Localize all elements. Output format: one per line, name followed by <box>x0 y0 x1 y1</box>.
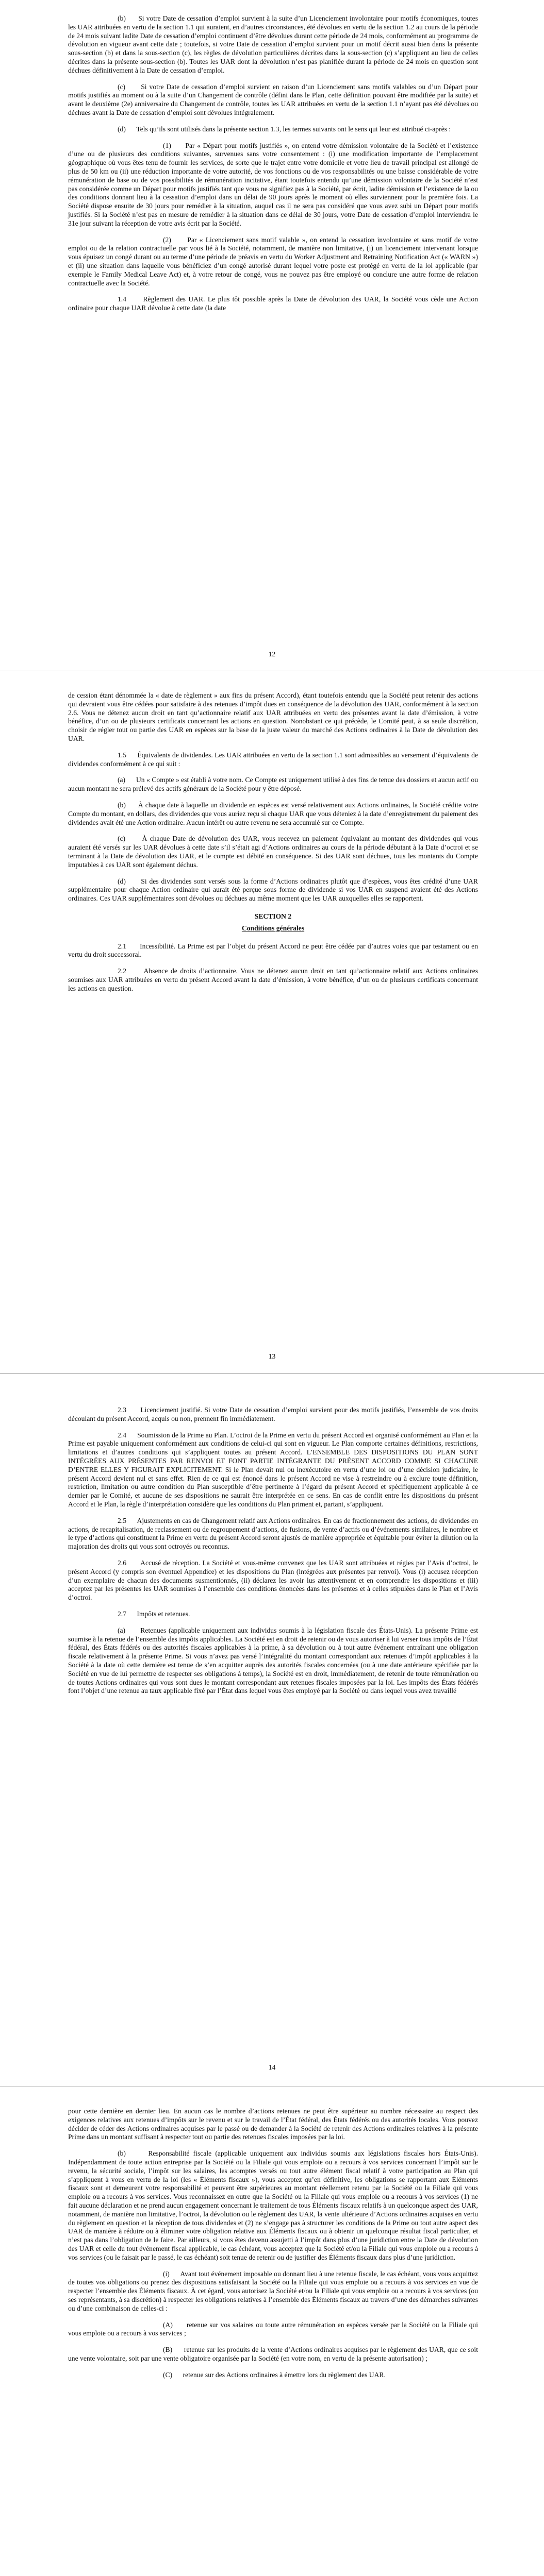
paragraph-2-7-b-i: (i) Avant tout événement imposable ou donnant lieu à une retenue fiscale, le cas échéant, vous vous acquittez de toutes vos obligations ou prenez des dispositions satisfaisant la Société ou la Filiale qui vous emploie ou a recours à vos services en vue de respecter l’ensemble des Éléments fiscaux. À cet égard, vous autorisez la Société et/ou la Filiale qui vous emploie ou a recours à vos services (ou ses représentants, à sa discrétion) à respecter les obligations relatives à l’ensemble des Éléments fiscaux au travers d’une des démarches suivantes ou d’une combinaison de celles-ci : <box>68 2269 478 2312</box>
section-heading: SECTION 2 <box>254 912 292 920</box>
paragraph-1-3-c: (c) Si votre Date de cessation d’emploi survient en raison d’un Licenciement sans motifs valables ou d’un Départ pour motifs justifiés au moment ou à la suite d’un Changement de contrôle (défini dans le Plan, cette définition pouvant être modifiée par la suite) et avant le deuxième (2e) anniversaire du Changement de contrôle, toutes les UAR attribuées en vertu de la section 1.1 n’ayant pas été dévolues ou déchues avant la Date de cessation d’emploi sont dévolues intégralement. <box>68 82 478 116</box>
paragraph-2-3: 2.3 Licenciement justifié. Si votre Date de cessation d’emploi survient pour des motifs justifiés, l’ensemble de vos droits découlant du présent Accord, acquis ou non, prennent fin immédiatement. <box>68 1406 478 1422</box>
paragraph-1-4: 1.4 Règlement des UAR. Le plus tôt possible après la Date de dévolution des UAR, la Société vous cède une Action ordinaire pour chaque UAR dévolue à cette date (la date <box>68 295 478 312</box>
paragraph-1-5-c: (c) À chaque Date de dévolution des UAR, vous recevez un paiement équivalant au montant des dividendes qui vous auraient été versés sur les UAR dévolues à cette date s’il s’était agi d’Actions ordinaires au cours de la période débutant à la Date d’octroi et se terminant à la Date de dévolution des UAR, et le compte est débité en conséquence. Si des UAR sont déchues, tous les montants du Compte imputables à ces UAR sont également déchus. <box>68 835 478 869</box>
paragraph-2-7-b: (b) Responsabilité fiscale (applicable uniquement aux individus soumis aux législations fiscales hors États-Unis). Indépendamment de toute action entreprise par la Société ou la Filiale qui vous emploie ou a recours à vos services concernant l’impôt sur le revenu, la sécurité sociale, l’impôt sur les salaires, les acomptes versés ou tout autre élément fiscal relatif à votre participation au Plan qui s’appliquent à vous en vertu de la loi (les « Éléments fiscaux »), vous acceptez qu’en définitive, les obligations se rapportant aux Éléments fiscaux sont et demeurent votre responsabilité et peuvent être supérieures au montant réellement retenu par la Société ou la Filiale qui vous emploie ou a recours à vos services. Vous reconnaissez en outre que la Société ou la Filiale qui vous emploie ou a recours à vos services (1) ne fait aucune déclaration et ne prend aucun engagement concernant le traitement de tous Éléments fiscaux relatifs à un quelconque aspect des UAR, notamment, de manière non limitative, l’octroi, la dévolution ou le règlement des UAR, la vente ultérieure d’Actions ordinaires acquises en vertu du règlement en question et la réception de tous dividendes et (2) ne s’engage pas à structurer les conditions de la Prime ou tout autre aspect des UAR de manière à réduire ou à éliminer votre obligation relative aux Éléments fiscaux ou à obtenir un quelconque résultat fiscal particulier, et n’est pas dans l’obligation de le faire. Par ailleurs, si vous êtes devenu assujetti à l’impôt dans plus d’une juridiction entre la Date de dévolution des UAR et celle du tout événement fiscal applicable, le cas échéant, vous acceptez que la Société et/ou la Filiale qui vous emploie ou a recours à vos services (ou le faisait par le passé, le cas échéant) soit tenue de retenir ou de justifier des Éléments fiscaux dans plus d’une juridiction. <box>68 2149 478 2261</box>
page-number: 12 <box>268 650 276 658</box>
section-subheading: Conditions générales <box>241 924 305 932</box>
page-body <box>68 14 478 320</box>
page-body <box>68 1406 478 1703</box>
paragraph-option-a: (A) retenue sur vos salaires ou toute autre rémunération en espèces versée par la Société ou la Filiale qui vous emploie ou a recours à vos services ; <box>68 2320 478 2337</box>
paragraph-1-5-a: (a) Un « Compte » est établi à votre nom. Ce Compte est uniquement utilisé à des fins de tenue des dossiers et aucun actif ou aucun montant ne sera prélevé des actifs généraux de la Société pour y être déposé. <box>68 776 478 793</box>
paragraph-2-7-a-continued: pour cette dernière en dernier lieu. En aucun cas le nombre d’actions retenues ne peut être supérieur au nombre nécessaire au respect des exigences relatives aux retenues d’impôts sur le revenu et sur le travail de l’État fédéral, des États fédérés ou des autorités locales. Vous pouvez décider de céder des Actions ordinaires acquises par le passé ou de demander à la Société de retenir des Actions ordinaires relatives à la présente Prime dans un montant suffisant à respecter tout ou partie des retenues fiscales imposées par la loi. <box>68 2107 478 2141</box>
paragraph-2-5: 2.5 Ajustements en cas de Changement relatif aux Actions ordinaires. En cas de fractionnement des actions, de dividendes en actions, de recapitalisation, de reclassement ou de regroupement d’actions, de fusions, de vente d’actifs ou d’événements similaires, le nombre et le type d’actions qui constituent la Prime en vertu du présent Accord seront ajustés de manière appropriée et équitable pour éviter la dilution ou la majoration des droits qui vous sont octroyés ou reconnus. <box>68 1516 478 1551</box>
paragraph-2-1: 2.1 Incessibilité. La Prime est par l’objet du présent Accord ne peut être cédée par d’autres voies que par testament ou en vertu du droit successoral. <box>68 942 478 959</box>
document-page-15 <box>0 2087 544 2576</box>
paragraph-option-c: (C) retenue sur des Actions ordinaires à émettre lors du règlement des UAR. <box>163 2370 386 2379</box>
document-page-12 <box>0 0 544 670</box>
paragraph-1-3-b: (b) Si votre Date de cessation d’emploi survient à la suite d’un Licenciement involontaire pour motifs économiques, toutes les UAR attribuées en vertu de la section 1.1 qui auraient, en d’autres circonstances, été dévolues en vertu de la section 1.2 au cours de la période de 24 mois suivant ladite Date de cessation d’emploi continuent d’être dévolues durant cette période de 24 mois, conformément au programme de dévolution en vigueur avant cette date ; toutefois, si votre Date de cessation d’emploi survient pour un motif décrit aussi bien dans la présente sous-section (b) et dans la sous-section (c), les règles de dévolution particulières décrites dans la sous-section (c) s’appliquent au lieu de celles décrites dans la présente sous-section (b). Toutes les UAR dont la dévolution n’est pas planifiée durant la période de 24 mois en question sont déchues définitivement à la Date de cessation d’emploi. <box>68 14 478 74</box>
page-body <box>68 691 478 1001</box>
paragraph-2-7-a: (a) Retenues (applicable uniquement aux individus soumis à la législation fiscale des États-Unis). La présente Prime est soumise à la retenue de l’ensemble des impôts applicables. La Société est en droit de retenir ou de vous autoriser à lui verser tous impôts de l’État fédéral, des États fédérés ou des autorités fiscales applicables à la prime, à sa dévolution ou à tout autre événement entraînant une obligation fiscale relativement à la présente Prime. Si vous n’avez pas versé l’intégralité du montant correspondant aux retenues d’impôt applicables à la Société à la date où cette dernière est tenue de s’en acquitter auprès des autorités fiscales concernées (ou à une date antérieure spécifiée par la Société en vue de lui permettre de respecter ses obligations à temps), la Société est en droit, immédiatement, de retenir de toute rémunération ou de toutes Actions ordinaires qui vous sont dues le montant correspondant aux retenues fiscales imposées par la loi. Les impôts des États fédérés font l’objet d’une retenue au taux applicable fixé par l’État dans lequel vous êtes employé par la Société ou dans lequel vous avez travaillé <box>68 1626 478 1695</box>
paragraph-2-2: 2.2 Absence de droits d’actionnaire. Vous ne détenez aucun droit en tant qu’actionnaire relatif aux Actions ordinaires soumises aux UAR attribuées en vertu du présent Accord avant la date d’émission, à votre bénéfice, d’un ou de plusieurs certificats concernant les actions en question. <box>68 967 478 992</box>
paragraph-1-5: 1.5 Équivalents de dividendes. Les UAR attribuées en vertu de la section 1.1 sont admissibles au versement d’équivalents de dividendes conformément à ce qui suit : <box>68 751 478 768</box>
page-body <box>68 2107 478 2387</box>
page-number: 13 <box>268 1352 276 1360</box>
paragraph-2-7: 2.7 Impôts et retenues. <box>118 1609 190 1618</box>
paragraph-definition-2: (2) Par « Licenciement sans motif valable », on entend la cessation involontaire et sans motif de votre emploi ou de la relation contractuelle par vous lié à la Société, notamment, de manière non limitative, (i) un licenciement intervenant lorsque vous épuisez un congé durant ou au terme d’une période de préavis en vertu du Worker Adjustment and Retraining Notification Act (« WARN ») et (ii) une situation dans laquelle vous bénéficiez d’un congé autorisé durant lequel votre poste est protégé en vertu de la loi applicable (par exemple le Family Medical Leave Act) et, à votre retour de congé, vous ne pouvez pas être employé ou conclure une autre forme de relation contractuelle avec la Société. <box>68 235 478 287</box>
paragraph-option-b: (B) retenue sur les produits de la vente d’Actions ordinaires acquises par le règlement des UAR, que ce soit une vente volontaire, soit par une vente obligatoire organisée par la Société (en votre nom, en vertu de la présente autorisation) ; <box>68 2346 478 2362</box>
document-page-13 <box>0 670 544 1373</box>
paragraph-2-4: 2.4 Soumission de la Prime au Plan. L’octroi de la Prime en vertu du présent Accord est organisé conformément au Plan et la Prime est payable uniquement conformément aux conditions de celui-ci qui sont en vigueur. Le Plan comporte certaines définitions, restrictions, limitations et d’autres conditions qui s’appliquent toutes au présent Accord. L’ENSEMBLE DES DISPOSITIONS DU PLAN SONT INTÉGRÉES AUX PRÉSENTES PAR RENVOI ET FONT PARTIE INTÉGRANTE DU PRÉSENT ACCORD COMME SI CHACUNE D’ENTRE ELLES Y FIGURAIT EXPLICITEMENT. Si le Plan devait nul ou inexécutoire en vertu d’une loi ou d’une décision judiciaire, le présent Accord devient nul et sans effet. Rien de ce qui est énoncé dans le présent Accord ne vise à restreindre ou à exclure toute définition, restriction, limitation ou autre condition du Plan susceptible d’être pertinente à l’égard du présent Accord et spécifiquement applicable à ce dernier par le Comité, et aucune de ses dispositions ne saurait être interprétée en ce sens. En cas de conflit entre les dispositions du présent Accord et le Plan, la règle d’interprétation considère que les conditions du Plan priment et, partant, s’appliquent. <box>68 1431 478 1508</box>
paragraph-1-3-d: (d) Tels qu’ils sont utilisés dans la présente section 1.3, les termes suivants ont le sens qui leur est attribué ci-après : <box>118 125 451 133</box>
paragraph-definition-1: (1) Par « Départ pour motifs justifiés », on entend votre démission volontaire de la Société et l’existence d’une ou de plusieurs des conditions suivantes, survenues sans votre consentement : (i) une modification importante de l’emplacement géographique où vous êtes tenu de fournir les services, de sorte que le trajet entre votre domicile et votre lieu de travail principal est allongé de plus de 50 km ou (ii) une réduction importante de votre autorité, de vos fonctions ou de vos responsabilités ou une baisse considérable de votre rémunération de base ou de vos possibilités de rémunération incitative, étant toutefois entendu qu’une démission volontaire de la Société n’est pas considérée comme un Départ pour motifs justifiés tant que vous ne signifiez pas à la Société, par écrit, ladite démission et l’existence de la ou des conditions donnant lieu à la cessation d’emploi dans un délai de 90 jours après le moment où elles surviennent pour la première fois. La Société dispose ensuite de 30 jours pour remédier à la situation, auquel cas il ne sera pas considéré que vous avez subi un Départ pour motifs justifiés. Si la Société n’est pas en mesure de remédier à la situation dans ce délai de 30 jours, votre Date de cessation d’emploi interviendra le 31e jour suivant la réception de votre avis écrit par la Société. <box>68 141 478 227</box>
document-page-14 <box>0 1373 544 2087</box>
page-number: 14 <box>268 2063 276 2071</box>
paragraph-1-4-continued: de cession étant dénommée la « date de règlement » aux fins du présent Accord), étant toutefois entendu que la Société peut retenir des actions qui devraient vous être cédées pour satisfaire à des retenues d’impôt dues en conséquence de la dévolution des UAR, conformément à la section 2.6. Vous ne détenez aucun droit en tant qu’actionnaire relatif aux UAR attribuées en vertu des présentes avant la date d’émission, à votre bénéfice, d’un ou de plusieurs certificats concernant les actions en question. Nonobstant ce qui précède, le Comité peut, à sa seule discrétion, choisir de régler tout ou partie des UAR en espèces sur la base de la juste valeur du marché des Actions ordinaires à la Date de dévolution des UAR. <box>68 691 478 742</box>
paragraph-2-6: 2.6 Accusé de réception. La Société et vous-même convenez que les UAR sont attribuées et régies par l’Avis d’octroi, le présent Accord (y compris son éventuel Appendice) et les dispositions du Plan (intégrées aux présentes par renvoi). Vous (i) accusez réception d’un exemplaire de chacun des documents susmentionnés, (ii) déclarez les avoir lus attentivement et en comprendre les dispositions et (iii) acceptez par les présentes les UAR soumises à l’ensemble des conditions énoncées dans les présentes et à celles stipulées dans le Plan et l’Avis d’octroi. <box>68 1558 478 1602</box>
paragraph-1-5-d: (d) Si des dividendes sont versés sous la forme d’Actions ordinaires plutôt que d’espèces, vous êtes crédité d’une UAR supplémentaire pour chaque Action ordinaire qui aurait été perçue sous forme de dividende si vos UAR en suspend avaient été des Actions ordinaires. Ces UAR supplémentaires sont dévolues ou déchues au même moment que les UAR auxquelles elles se rapportent. <box>68 877 478 903</box>
paragraph-1-5-b: (b) À chaque date à laquelle un dividende en espèces est versé relativement aux Actions ordinaires, la Société crédite votre Compte du montant, en dollars, des dividendes que vous auriez reçu si chaque UAR que vous déteniez à la date d’enregistrement du paiement des dividendes avait été une Action ordinaire. Aucun intérêt ou autre revenu ne sera accumulé sur ce Compte. <box>68 801 478 826</box>
